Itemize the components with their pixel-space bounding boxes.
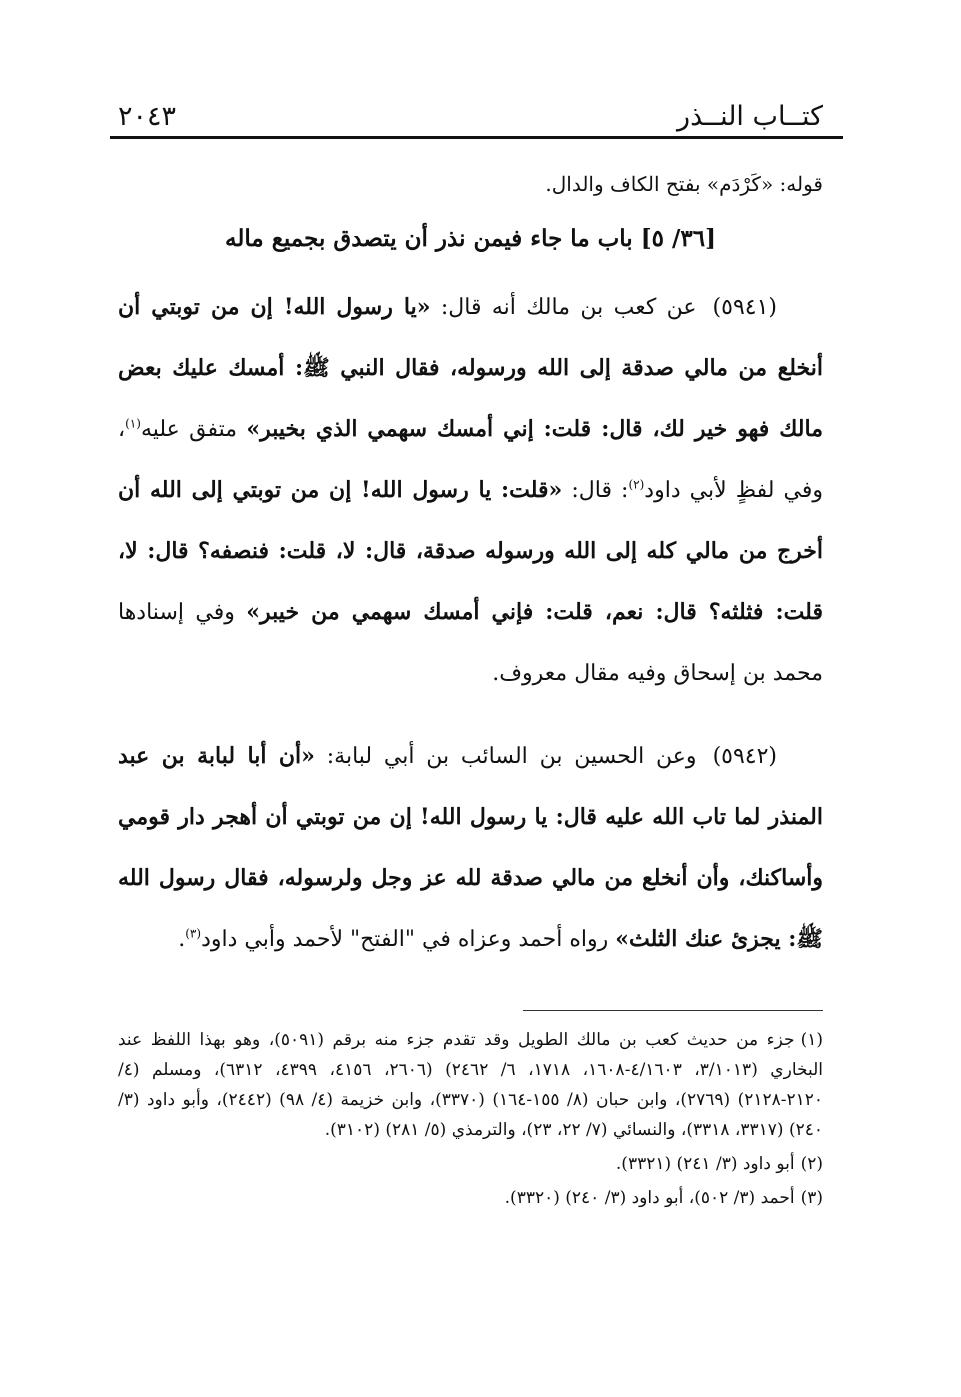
- hadith-matn: «يا رسول الله! إن من توبتي أن أنخلع من مالي صدقة إلى الله ورسوله، فقال النبي ﷺ: أمسك عليك بعض مالك فهو خير لك، قال: قلت: إني أمسك سهمي الذي بخيبر»: [118, 294, 823, 442]
- header-rule: [110, 136, 843, 139]
- running-header: [118, 92, 823, 132]
- hadith-tail: وفي إسنادها محمد بن إسحاق وفيه مقال معروف.: [118, 600, 823, 686]
- hadith-chain: عن كعب بن مالك أنه قال:: [440, 295, 697, 320]
- hadith-5942: [118, 726, 823, 970]
- hadith-matn: «أن أبا لبابة بن عبد المنذر لما تاب الله عليه قال: يا رسول الله! إن من توبتي أن أهجر دار قومي وأساكنك، وأن أنخلع من مالي صدقة لله عز وجل ولرسوله، فقال رسول الله ﷺ: يجزئ عنك الثلث»: [118, 743, 823, 952]
- hadith-5941: [118, 277, 823, 704]
- footnote-1: [118, 1025, 823, 1145]
- footnote-2: [118, 1149, 823, 1179]
- book-title: كتــاب النــذر: [677, 101, 823, 132]
- hadith-attribution: متفق عليه: [140, 417, 238, 442]
- footnote-number: (١): [800, 1030, 823, 1050]
- hadith-matn: «قلت: يا رسول الله! إن من توبتي إلى الله أن أخرج من مالي كله إلى الله ورسوله صدقة، قال: لا، قلت: فنصفه؟ قال: لا، قلت: فثلثه؟ قال: نعم، قلت: فإني أمسك سهمي من خيبر»: [118, 477, 823, 625]
- footnote-text: أبو داود (٣/ ٢٤١) (٣٣٢١).: [615, 1154, 795, 1174]
- footnote-number: (٢): [800, 1154, 823, 1174]
- intro-line: قوله: «كَرْدَم» بفتح الكاف والدال.: [545, 172, 823, 196]
- hadith-number: (٥٩٤١): [712, 295, 777, 320]
- page-number: ٢٠٤٣: [118, 101, 177, 132]
- footnote-number: (٣): [800, 1188, 823, 1208]
- chapter-heading: [٣٦/ ٥] باب ما جاء فيمن نذر أن يتصدق بجميع ماله: [225, 225, 716, 252]
- footnote-separator: [523, 1010, 823, 1011]
- hadith-number: (٥٩٤٢): [712, 744, 778, 769]
- hadith-connector: ، وفي لفظٍ لأبي داود: [118, 417, 823, 503]
- footnote-3: [118, 1183, 823, 1213]
- footnote-ref[interactable]: (٢): [628, 477, 645, 492]
- hadith-end: .: [178, 927, 186, 952]
- hadith-said: : قال:: [571, 478, 629, 503]
- hadith-tail: رواه أحمد وعزاه في "الفتح" لأحمد وأبي داود: [201, 927, 609, 952]
- book-page: [118, 92, 823, 1322]
- footnote-text: أحمد (٣/ ٥٠٢)، أبو داود (٣/ ٢٤٠) (٣٣٢٠).: [504, 1188, 795, 1208]
- footnotes: [118, 1025, 823, 1213]
- footnote-text: جزء من حديث كعب بن مالك الطويل وقد تقدم جزء منه برقم (٥٠٩١)، وهو بهذا اللفظ عند البخاري (٣/١٠١٣، ٤/١٦٠٣-١٦٠٨، ١٧١٨، ٦/ ٢٤٦٢) (٢٦٠٦، ٤١٥٦، ٤٣٩٩، ٦٣١٢)، ومسلم (٤/ ٢١٢٠-٢١٢٨) (٢٧٦٩)، وابن حبان (٨/ ١٥٥-١٦٤) (٣٣٧٠)، وابن خزيمة (٤/ ٩٨) (٢٤٤٢)، وأبو داود (٣/ ٢٤٠) (٣٣١٧، ٣٣١٨)، والنسائي (٧/ ٢٢، ٢٣)، والترمذي (٥/ ٢٨١) (٣١٠٢).: [118, 1030, 824, 1140]
- hadith-chain: وعن الحسين بن السائب بن أبي لبابة:: [326, 744, 697, 769]
- footnote-ref[interactable]: (١): [125, 416, 141, 431]
- footnote-ref[interactable]: (٣): [185, 926, 202, 941]
